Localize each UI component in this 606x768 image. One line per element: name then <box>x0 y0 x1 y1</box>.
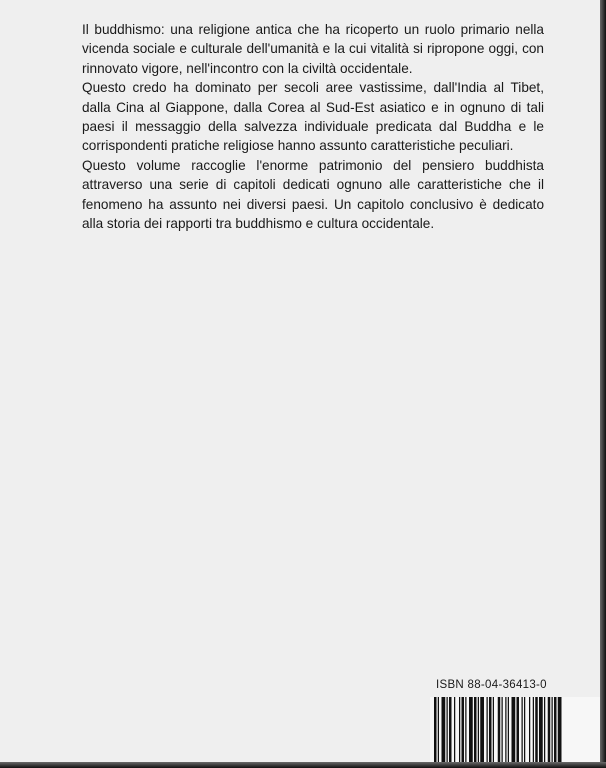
barcode-icon <box>430 697 600 768</box>
paragraph-volume: Questo volume raccoglie l'enorme patrimonio del pensiero buddhista attraverso una serie di capitoli dedicati ognuno alle caratteristiche che il fenomeno ha assunto nei diversi paesi. Un capitolo conclusivo è dedicato alla storia dei rapporti tra buddhismo e cultura occidentale. <box>82 157 544 232</box>
page-edge-right <box>600 0 606 768</box>
page-edge-bottom <box>0 762 606 768</box>
cover-description <box>82 20 544 233</box>
paragraph-history: Questo credo ha dominato per secoli aree vastissime, dall'India al Tibet, dalla Cina al Giappone, dalla Corea al Sud-Est asiatico e in ognuno di tali paesi il messaggio della salvezza individuale predicata dal Buddha e le corrispondenti pratiche religiose hanno assunto caratteristiche peculiari. <box>82 80 544 154</box>
isbn-label: ISBN 88-04-36413-0 <box>436 679 547 691</box>
paragraph-intro: Il buddhismo: una religione antica che ha ricoperto un ruolo primario nella vicenda sociale e culturale dell'umanità e la cui vitalità si ripropone oggi, con rinnovato vigore, nell'incontro con la civiltà occidentale. <box>82 22 544 76</box>
